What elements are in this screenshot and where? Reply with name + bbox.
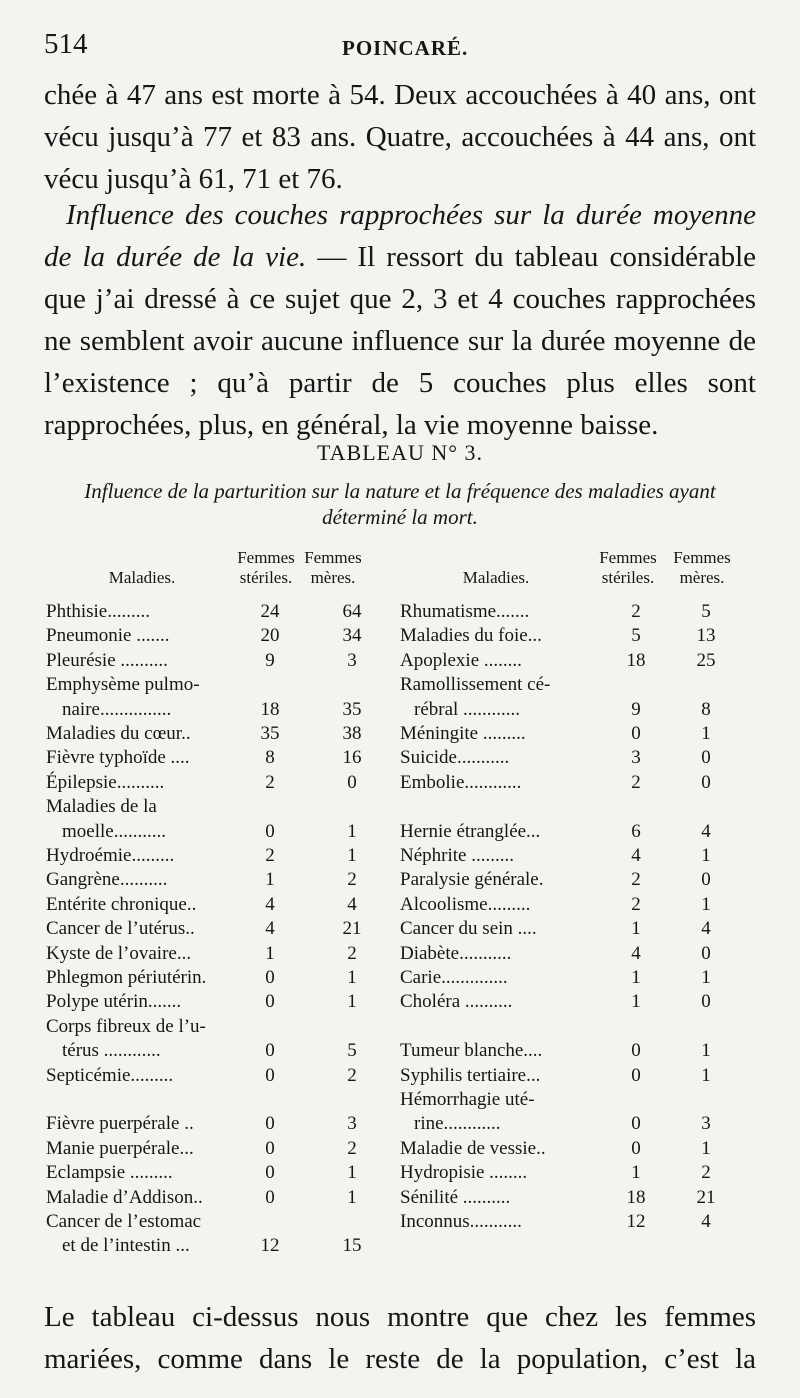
disease-label: Syphilis tertiaire... (400, 1065, 541, 1086)
disease-label: Diabète........... (400, 943, 512, 964)
value-meres: 2 (347, 1138, 357, 1159)
disease-label: Alcoolisme......... (400, 894, 531, 915)
disease-label: Suicide........... (400, 747, 510, 768)
value-meres: 15 (342, 1235, 362, 1256)
disease-label: Fièvre puerpérale .. (46, 1113, 194, 1134)
page-number: 514 (44, 28, 88, 60)
value-steriles: 2 (265, 845, 275, 866)
table-caption: Influence de la parturition sur la nature et la fréquence des maladies ayant déterminé la mort. (84, 479, 716, 529)
value-meres: 1 (701, 967, 711, 988)
col-header-meres-right: Femmes mères. (673, 548, 731, 587)
value-steriles: 2 (265, 772, 275, 793)
value-meres: 1 (347, 967, 357, 988)
value-meres: 21 (696, 1187, 716, 1208)
value-steriles: 4 (265, 918, 275, 939)
disease-label: Épilepsie.......... (46, 772, 165, 793)
value-meres: 5 (701, 601, 711, 622)
disease-label: naire............... (62, 699, 172, 720)
disease-label: Cancer du sein .... (400, 918, 537, 939)
closing-line-1: Le tableau ci-dessus nous montre que chez les femmes (44, 1301, 756, 1333)
disease-label: Maladie d’Addison.. (46, 1187, 203, 1208)
opening-line-1: chée à 47 ans est morte à 54. Deux accouchées à 40 ans, ont (44, 79, 756, 111)
value-steriles: 2 (631, 869, 641, 890)
value-meres: 35 (342, 699, 362, 720)
value-meres: 21 (342, 918, 362, 939)
value-steriles: 20 (260, 625, 280, 646)
section-body: — Il ressort du tableau considérable que j’ai dressé à ce sujet que 2, 3 et 4 couches rapprochées ne semblent avoir aucune influence sur la durée moyenne de l’existence ; qu’à partir de 5 couches plus elles sont rapprochées, plus, en général, la vie moyenne baisse. (44, 241, 757, 441)
value-meres: 8 (701, 699, 711, 720)
disease-label: Gangrène.......... (46, 869, 168, 890)
value-meres: 4 (701, 821, 711, 842)
value-meres: 3 (347, 650, 357, 671)
disease-label: Phlegmon périutérin. (46, 967, 207, 988)
disease-label: et de l’intestin ... (62, 1235, 190, 1256)
disease-label: Hémorrhagie uté- (400, 1089, 535, 1110)
value-steriles: 9 (265, 650, 275, 671)
disease-label: Hernie étranglée... (400, 821, 541, 842)
value-steriles: 1 (265, 869, 275, 890)
value-meres: 3 (701, 1113, 711, 1134)
value-steriles: 0 (265, 1162, 275, 1183)
value-steriles: 0 (265, 967, 275, 988)
value-steriles: 9 (631, 699, 641, 720)
value-meres: 1 (701, 1040, 711, 1061)
opening-line-3: vécu jusqu’à 61, 71 et 76. (44, 163, 343, 195)
value-steriles: 2 (631, 894, 641, 915)
value-steriles: 0 (265, 1065, 275, 1086)
value-meres: 0 (701, 991, 711, 1012)
closing-line-2: mariées, comme dans le reste de la population, c’est la (44, 1343, 756, 1375)
disease-label: Ramollissement cé- (400, 674, 551, 695)
value-meres: 2 (701, 1162, 711, 1183)
disease-label: Cancer de l’utérus.. (46, 918, 195, 939)
running-head: POINCARÉ. (342, 36, 469, 60)
disease-label: Pneumonie ....... (46, 625, 170, 646)
disease-label: Sénilité .......... (400, 1187, 511, 1208)
disease-label: Entérite chronique.. (46, 894, 197, 915)
value-steriles: 5 (631, 625, 641, 646)
disease-label: Tumeur blanche.... (400, 1040, 543, 1061)
col-header-steriles-left: Femmes stériles. (237, 548, 295, 587)
value-meres: 34 (342, 625, 362, 646)
disease-label: rine............ (414, 1113, 501, 1134)
disease-label: Manie puerpérale... (46, 1138, 194, 1159)
value-steriles: 0 (631, 1113, 641, 1134)
disease-label: Polype utérin....... (46, 991, 182, 1012)
value-steriles: 3 (631, 747, 641, 768)
col-header-maladies-right: Maladies. (462, 568, 530, 587)
section-heading: Influence des couches rapprochées sur la durée moyenne de la durée de la vie. (44, 199, 756, 273)
value-steriles: 24 (260, 601, 280, 622)
value-meres: 1 (347, 1162, 357, 1183)
table-title: TABLEAU N° 3. (316, 440, 484, 465)
value-meres: 0 (701, 772, 711, 793)
value-meres: 1 (347, 821, 357, 842)
value-meres: 3 (347, 1113, 357, 1134)
value-meres: 0 (347, 772, 357, 793)
value-steriles: 0 (265, 1138, 275, 1159)
disease-label: Paralysie générale. (400, 869, 544, 890)
disease-label: Maladies du foie... (400, 625, 542, 646)
value-steriles: 2 (631, 601, 641, 622)
disease-label: térus ............ (62, 1040, 161, 1061)
disease-label: Pleurésie .......... (46, 650, 168, 671)
disease-label: Maladies de la (46, 796, 157, 817)
value-steriles: 35 (260, 723, 280, 744)
value-steriles: 1 (631, 918, 641, 939)
value-steriles: 4 (631, 943, 641, 964)
disease-label: Apoplexie ........ (400, 650, 522, 671)
page-header (44, 22, 756, 62)
value-steriles: 18 (626, 650, 646, 671)
disease-label: Cancer de l’estomac (46, 1211, 202, 1232)
disease-label: Hydroémie......... (46, 845, 175, 866)
value-steriles: 18 (260, 699, 280, 720)
value-meres: 1 (701, 723, 711, 744)
value-meres: 16 (342, 747, 362, 768)
value-meres: 2 (347, 943, 357, 964)
disease-label: Maladie de vessie.. (400, 1138, 546, 1159)
value-steriles: 6 (631, 821, 641, 842)
disease-label: Carie.............. (400, 967, 508, 988)
col-header-meres-left: Femmes mères. (304, 548, 362, 587)
value-meres: 0 (701, 943, 711, 964)
disease-label: moelle........... (62, 821, 166, 842)
value-meres: 1 (347, 991, 357, 1012)
value-steriles: 18 (626, 1187, 646, 1208)
value-meres: 2 (347, 869, 357, 890)
value-meres: 0 (701, 747, 711, 768)
value-steriles: 0 (631, 723, 641, 744)
value-steriles: 0 (265, 1113, 275, 1134)
value-steriles: 0 (631, 1040, 641, 1061)
opening-line-2: vécu jusqu’à 77 et 83 ans. Quatre, accouchées à 44 ans, ont (44, 121, 756, 153)
value-meres: 4 (701, 1211, 711, 1232)
value-steriles: 12 (626, 1211, 646, 1232)
disease-label: Emphysème pulmo- (46, 674, 200, 695)
value-meres: 38 (342, 723, 362, 744)
value-meres: 13 (696, 625, 716, 646)
value-steriles: 2 (631, 772, 641, 793)
disease-label: Rhumatisme....... (400, 601, 530, 622)
disease-label: Méningite ......... (400, 723, 526, 744)
value-steriles: 0 (265, 1187, 275, 1208)
value-meres: 4 (701, 918, 711, 939)
value-steriles: 1 (631, 991, 641, 1012)
value-steriles: 0 (265, 821, 275, 842)
disease-label: Kyste de l’ovaire... (46, 943, 192, 964)
value-steriles: 0 (631, 1138, 641, 1159)
value-steriles: 1 (631, 967, 641, 988)
value-meres: 1 (347, 1187, 357, 1208)
value-steriles: 0 (265, 991, 275, 1012)
value-steriles: 12 (260, 1235, 280, 1256)
col-header-steriles-right: Femmes stériles. (599, 548, 657, 587)
disease-label: Néphrite ......... (400, 845, 514, 866)
disease-label: Septicémie......... (46, 1065, 174, 1086)
disease-label: Phthisie......... (46, 601, 150, 622)
disease-label: Corps fibreux de l’u- (46, 1016, 206, 1037)
disease-label: Hydropisie ........ (400, 1162, 528, 1183)
value-steriles: 4 (631, 845, 641, 866)
value-meres: 4 (347, 894, 357, 915)
value-meres: 5 (347, 1040, 357, 1061)
value-meres: 1 (701, 894, 711, 915)
disease-label: Embolie............ (400, 772, 522, 793)
value-steriles: 1 (265, 943, 275, 964)
disease-label: Fièvre typhoïde .... (46, 747, 190, 768)
disease-label: Inconnus........... (400, 1211, 522, 1232)
value-meres: 64 (342, 601, 362, 622)
disease-label: rébral ............ (414, 699, 521, 720)
disease-label: Choléra .......... (400, 991, 513, 1012)
section-paragraph (44, 194, 757, 441)
disease-label: Eclampsie ......... (46, 1162, 173, 1183)
col-header-maladies-left: Maladies. (108, 568, 176, 587)
value-meres: 25 (696, 650, 716, 671)
value-meres: 2 (347, 1065, 357, 1086)
value-meres: 1 (347, 845, 357, 866)
value-meres: 1 (701, 1138, 711, 1159)
disease-label: Maladies du cœur.. (46, 723, 191, 744)
value-meres: 1 (701, 845, 711, 866)
value-meres: 1 (701, 1065, 711, 1086)
value-steriles: 0 (265, 1040, 275, 1061)
value-steriles: 4 (265, 894, 275, 915)
value-steriles: 1 (631, 1162, 641, 1183)
value-meres: 0 (701, 869, 711, 890)
value-steriles: 0 (631, 1065, 641, 1086)
value-steriles: 8 (265, 747, 275, 768)
